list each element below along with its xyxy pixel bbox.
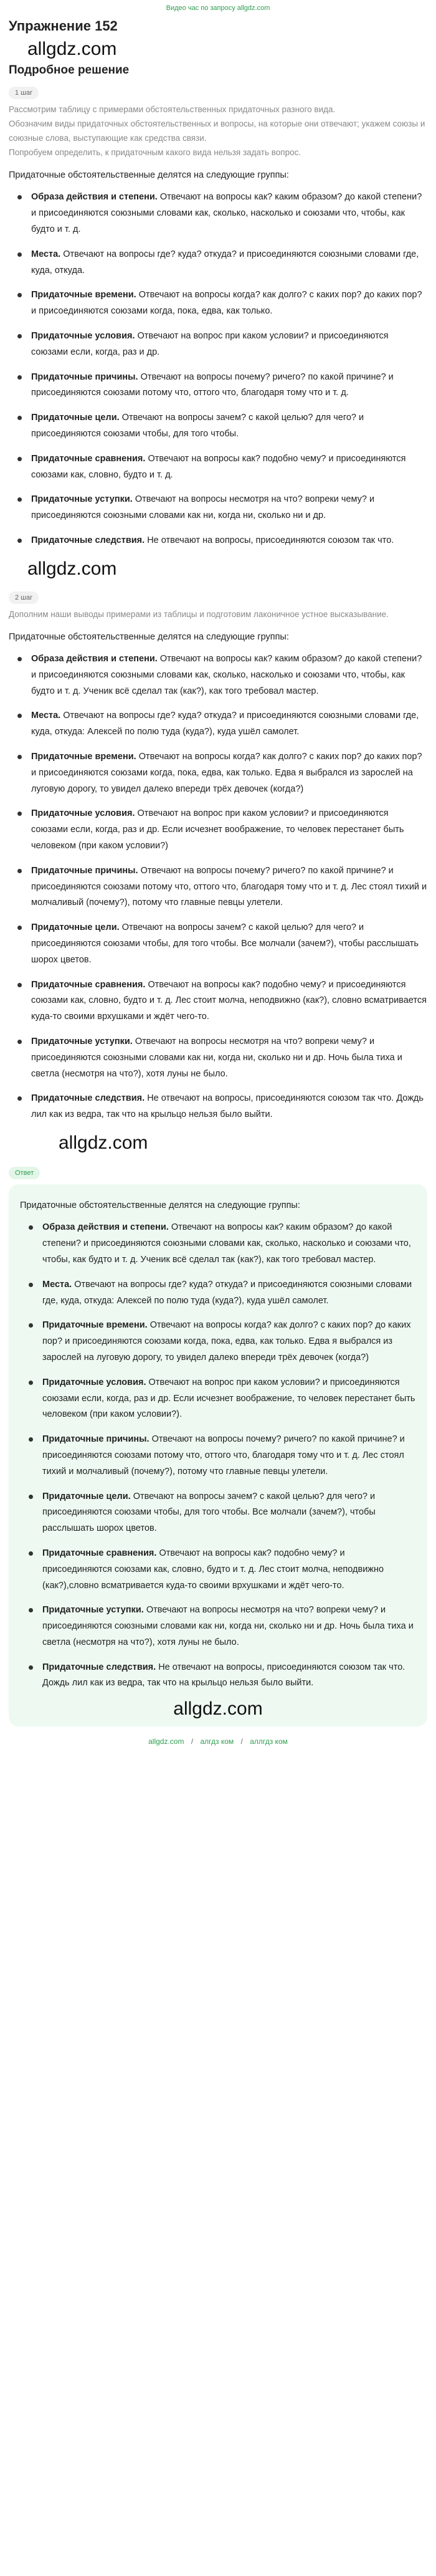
- list-item: [20, 1489, 416, 1537]
- watermark: allgdz.com: [173, 1698, 263, 1720]
- list-item: [20, 1220, 416, 1268]
- item-term: Придаточные причины.: [42, 1434, 149, 1445]
- item-text: Отвечают на вопросы как? каким образом? до какой степени? и присоединяются союзными словами как, сколько, насколько и союзами что, чтобы, как будто и т. д.: [31, 192, 422, 234]
- watermark: allgdz.com: [59, 1132, 148, 1153]
- item-text: Не отвечают на вопросы, присоединяются союзом так что. Дождь лил как из ведра, так что на крыльцо нельзя было выйти.: [42, 1662, 405, 1688]
- list-item: [9, 410, 427, 443]
- item-term: Образа действия и степени.: [31, 192, 158, 203]
- item-term: Придаточные причины.: [31, 371, 138, 382]
- list-item: [20, 1318, 416, 1366]
- item-term: Придаточные следствия.: [42, 1662, 156, 1672]
- list-item: [9, 806, 427, 854]
- watermark: allgdz.com: [27, 558, 117, 579]
- answer-section: [9, 1159, 427, 1726]
- item-term: Придаточные времени.: [31, 290, 136, 300]
- list-item: [9, 977, 427, 1025]
- answer-lead: Придаточные обстоятельственные делятся на следующие группы:: [20, 1200, 300, 1210]
- step-1-badge: 1 шаг: [9, 87, 39, 99]
- item-text: Отвечают на вопросы зачем? с какой целью? для чего? и присоединяются союзами чтобы, для того чтобы.: [31, 413, 364, 439]
- step-2-intro: Дополним наши выводы примерами из таблицы и подготовим лаконичное устное высказывание.: [9, 609, 389, 619]
- list-item: [9, 451, 427, 484]
- list-item: [9, 920, 427, 968]
- watermark: allgdz.com: [27, 38, 117, 59]
- item-term: Места.: [31, 711, 61, 721]
- item-text: Отвечают на вопросы как? подобно чему? и присоединяются союзами как, словно, будто и т. д. Лес стоит молча, неподвижно (как?),словно всматривается куда-то своими врхушками и ждёт чего-то.: [42, 1548, 384, 1591]
- list-item: [9, 708, 427, 740]
- item-text: Отвечают на вопросы когда? как долго? с каких пор? до каких пор? и присоединяются союзами когда, пока, едва, как только. Едва я выбрался из зарослей на луговую дорогу, то увидел далеко впереди трёх девочек (когда?): [42, 1320, 411, 1362]
- solution-title: Подробное решение: [9, 63, 130, 77]
- item-term: Придаточные следствия.: [31, 535, 145, 545]
- item-term: Придаточные уступки.: [31, 1037, 133, 1046]
- item-term: Придаточные причины.: [31, 865, 138, 876]
- list-item: [9, 1091, 427, 1123]
- footer-separator: /: [240, 1737, 243, 1746]
- item-term: Придаточные цели.: [31, 413, 120, 423]
- intro-line: Обозначим виды придаточных обстоятельственных и вопросы, на которые они отвечают; укажем союзы и союзные слова, выступающие как средства связи.: [9, 119, 425, 143]
- item-text: Отвечают на вопросы когда? как долго? с каких пор? до каких пор? и присоединяются союзами когда, пока, едва, как только. Едва я выбрался из зарослей на луговую дорогу, то увидел далеко впереди трёх девочек (когда?): [31, 752, 422, 794]
- item-text: Отвечают на вопросы зачем? с какой целью? для чего? и присоединяются союзами чтобы, для того чтобы. Все молчали (зачем?), чтобы расслышать шорох цветов.: [31, 922, 419, 965]
- item-text: Отвечают на вопросы почему? ричего? по какой причине? и присоединяются союзами потому что, оттого что, благодаря тому что и т. д. Лес стоял тихий и молчаливый (почему?), потому что главные певцы улетели.: [31, 865, 427, 908]
- step-1-list: [9, 189, 427, 548]
- item-text: Отвечают на вопросы как? каким образом? до какой степени? и присоединяются союзными словами как, сколько, насколько и союзами что, чтобы, как будто и т. д. Ученик всё сделал так (как?), как того требовал мастер.: [31, 654, 422, 696]
- item-term: Образа действия и степени.: [42, 1222, 169, 1233]
- step-2-lead: Придаточные обстоятельственные делятся на следующие группы:: [9, 631, 289, 642]
- list-item: [20, 1546, 416, 1594]
- item-term: Придаточные условия.: [31, 808, 135, 819]
- item-term: Придаточные уступки.: [31, 494, 133, 505]
- list-item: [20, 1602, 416, 1650]
- item-term: Придаточные следствия.: [31, 1093, 145, 1104]
- item-text: Отвечают на вопросы где? куда? откуда? и присоединяются союзными словами где, куда, откуда.: [31, 249, 419, 275]
- list-item: [20, 1660, 416, 1692]
- item-text: Отвечают на вопросы несмотря на что? вопреки чему? и присоединяются союзными словами как ни, когда ни, сколько ни и др.: [31, 494, 375, 521]
- footer-link[interactable]: аллгдз ком: [250, 1737, 288, 1746]
- item-term: Придаточные условия.: [42, 1377, 146, 1387]
- list-item: [9, 863, 427, 911]
- item-term: Места.: [42, 1279, 72, 1290]
- answer-list: [20, 1220, 416, 1692]
- item-text: Отвечают на вопросы где? куда? откуда? и присоединяются союзными словами где, куда, откуда: Алексей по полю туда (куда?), куда ушёл самолет.: [42, 1279, 412, 1306]
- list-item: [20, 1375, 416, 1423]
- step-1-lead: Придаточные обстоятельственные делятся на следующие группы:: [9, 170, 289, 181]
- item-text: Отвечают на вопросы несмотря на что? вопреки чему? и присоединяются союзными словами как ни, когда ни, сколько ни и др. Ночь была тиха и светла (несмотря на что?), хотя луны не было.: [31, 1037, 402, 1079]
- list-item: [20, 1277, 416, 1310]
- step-2-list: [9, 651, 427, 1123]
- step-2: [9, 588, 427, 1123]
- footer-separator: /: [191, 1737, 194, 1746]
- item-text: Отвечают на вопросы как? подобно чему? и присоединяются союзами как, словно, будто и т. д. Лес стоит молча, неподвижно (как?), словно всматривается куда-то своими врхушками и ждёт чего-то.: [31, 979, 427, 1022]
- item-term: Придаточные времени.: [31, 752, 136, 762]
- list-item: [20, 1432, 416, 1480]
- item-text: Отвечают на вопросы почему? ричего? по какой причине? и присоединяются союзами потому что, оттого что, благодаря тому что и т. д.: [31, 371, 394, 398]
- answer-box: [9, 1184, 427, 1726]
- item-term: Придаточные цели.: [42, 1491, 131, 1501]
- list-item: [9, 749, 427, 797]
- list-item: [9, 189, 427, 237]
- item-text: Отвечают на вопросы где? куда? откуда? и присоединяются союзными словами где, куда, откуда: Алексей по полю туда (куда?), куда ушёл самолет.: [31, 711, 419, 737]
- answer-badge: Ответ: [9, 1167, 40, 1179]
- intro-line: Рассмотрим таблицу с примерами обстоятельственных придаточных разного вида.: [9, 105, 336, 115]
- top-note[interactable]: Видео час по запросу allgdz.com: [166, 4, 270, 12]
- item-text: Отвечают на вопросы как? каким образом? до какой степени? и присоединяются союзными словами как, сколько, насколько и союзами что, чтобы, как будто и т. д. Ученик всё сделал так (как?), как того требовал мастер.: [42, 1222, 411, 1265]
- list-item: [9, 287, 427, 320]
- list-item: [9, 370, 427, 402]
- item-text: Отвечают на вопрос при каком условии? и присоединяются союзами если, когда, раз и др.: [31, 330, 389, 357]
- item-text: Отвечают на вопросы когда? как долго? с каких пор? до каких пор? и присоединяются союзами когда, пока, едва, как только.: [31, 290, 422, 317]
- item-term: Придаточные уступки.: [42, 1605, 144, 1616]
- item-text: Отвечают на вопрос при каком условии? и присоединяются союзами если, когда, раз и др. Если исчезнет воображение, то человек перестанет быть человеком (при каком условии?): [31, 808, 404, 851]
- item-text: Отвечают на вопросы несмотря на что? вопреки чему? и присоединяются союзными словами как ни, когда ни, сколько ни и др. Ночь была тиха и светла (несмотря на что?), хотя луны не было.: [42, 1605, 414, 1647]
- item-text: Не отвечают на вопросы, присоединяются союзом так что.: [147, 535, 394, 545]
- item-term: Придаточные условия.: [31, 330, 135, 341]
- exercise-title: Упражнение 152: [9, 18, 118, 34]
- footer-link[interactable]: алгдз ком: [200, 1737, 234, 1746]
- step-1-intro: [9, 103, 427, 160]
- item-text: Отвечают на вопросы зачем? с какой целью? для чего? и присоединяются союзами чтобы, для того чтобы. Все молчали (зачем?), чтобы расслышать шорох цветов.: [42, 1491, 376, 1534]
- item-text: Отвечают на вопрос при каком условии? и присоединяются союзами если, когда, раз и др. Если исчезнет воображение, то человек перестанет быть человеком (при каком условии?).: [42, 1377, 415, 1420]
- list-item: [9, 651, 427, 699]
- item-term: Придаточные времени.: [42, 1320, 148, 1331]
- item-term: Придаточные цели.: [31, 922, 120, 933]
- item-term: Придаточные сравнения.: [31, 453, 146, 464]
- step-1: [9, 83, 427, 548]
- item-term: Придаточные сравнения.: [42, 1548, 157, 1558]
- item-term: Образа действия и степени.: [31, 654, 158, 664]
- list-item: [9, 533, 427, 549]
- intro-line: Попробуем определить, к придаточным какого вида нельзя задать вопрос.: [9, 148, 301, 158]
- item-term: Придаточные сравнения.: [31, 979, 146, 990]
- list-item: [9, 492, 427, 524]
- item-text: Отвечают на вопросы как? подобно чему? и присоединяются союзами как, словно, будто и т. д.: [31, 453, 406, 480]
- item-text: Отвечают на вопросы почему? ричего? по какой причине? и присоединяются союзами потому что, оттого что, благодаря тому что и т. д. Лес стоял тихий и молчаливый (почему?), потому что главные певцы улетели.: [42, 1434, 405, 1477]
- list-item: [9, 328, 427, 361]
- step-2-badge: 2 шаг: [9, 591, 39, 604]
- footer-link[interactable]: allgdz.com: [148, 1737, 184, 1746]
- list-item: [9, 247, 427, 279]
- list-item: [9, 1034, 427, 1082]
- item-term: Места.: [31, 249, 61, 259]
- footer: [9, 1731, 427, 1755]
- item-text: Не отвечают на вопросы, присоединяются союзом так что. Дождь лил как из ведра, так что на крыльцо нельзя было выйти.: [31, 1093, 424, 1120]
